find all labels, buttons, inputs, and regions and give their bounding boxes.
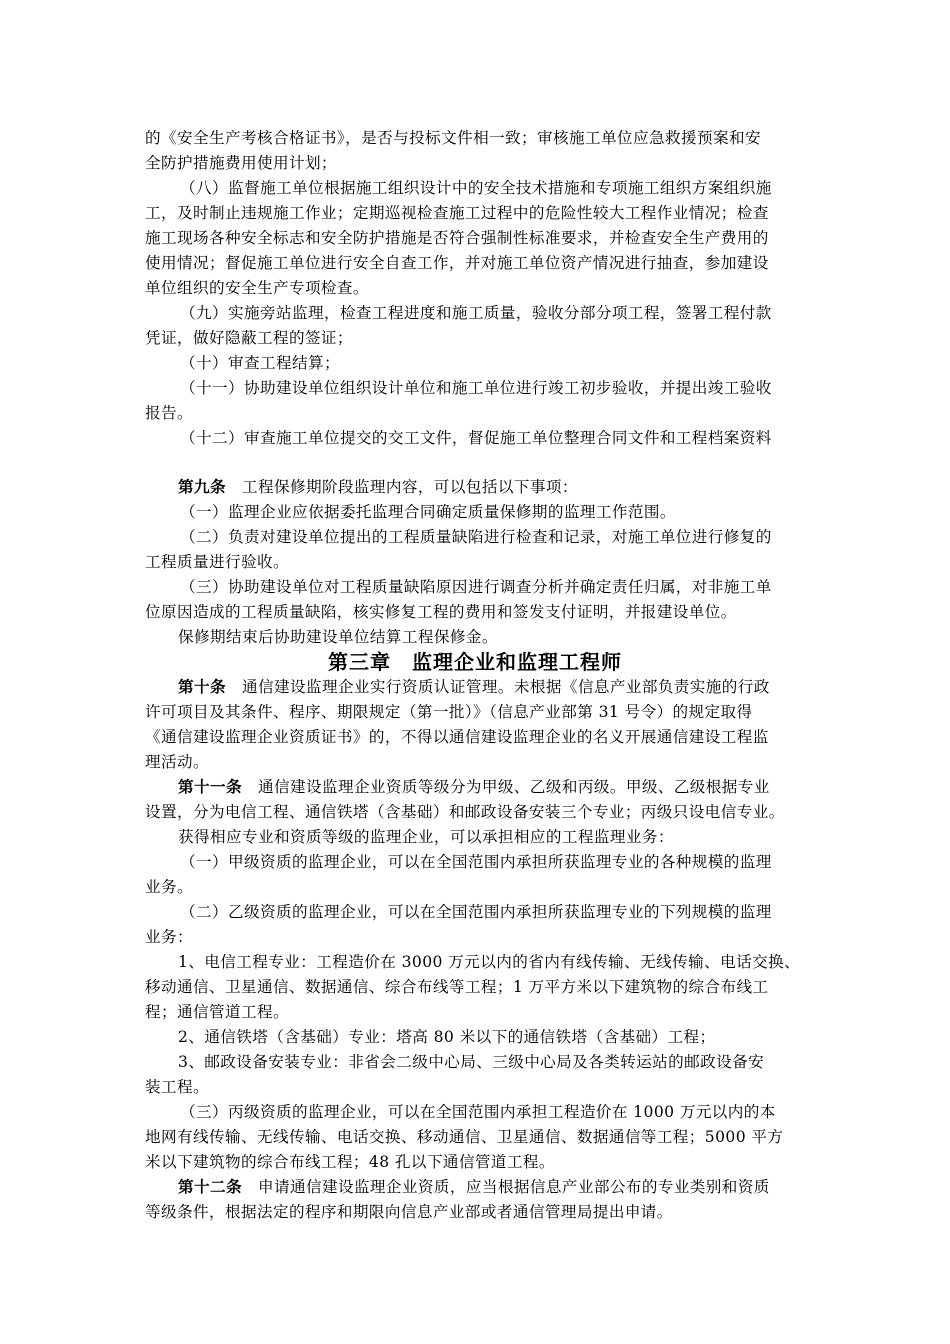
text-line: 《通信建设监理企业资质证书》的，不得以通信建设监理企业的名义开展通信建设工程监: [145, 728, 769, 746]
article-heading: 第十条: [178, 677, 226, 696]
text-line: 许可项目及其条件、程序、期限规定（第一批）》（信息产业部第 31 号令）的规定取得: [145, 703, 753, 721]
text-line: 1、电信工程专业：工程造价在 3000 万元以内的省内有线传输、无线传输、电话交换、: [178, 953, 801, 971]
text-line: 工，及时制止违规施工作业；定期巡视检查施工过程中的危险性较大工程作业情况；检查: [145, 204, 769, 222]
text-line: 业务。: [145, 878, 193, 896]
article-heading: 第九条: [178, 477, 226, 496]
text-line: （二）乙级资质的监理企业，可以在全国范围内承担所获监理专业的下列规模的监理: [180, 903, 772, 921]
text-line: 施工现场各种安全标志和安全防护措施是否符合强制性标准要求，并检查安全生产费用的: [145, 229, 769, 247]
text-line: （九）实施旁站监理，检查工程进度和施工质量，验收分部分项工程，签署工程付款: [180, 304, 772, 322]
text-line: 位原因造成的工程质量缺陷，核实修复工程的费用和签发支付证明，并报建设单位。: [145, 603, 737, 621]
text-line: 单位组织的安全生产专项检查。: [145, 279, 369, 297]
text-line: 的《安全生产考核合格证书》，是否与投标文件相一致；审核施工单位应急救援预案和安: [145, 129, 761, 147]
text-line: （十二）审查施工单位提交的交工文件，督促施工单位整理合同文件和工程档案资料: [180, 429, 772, 447]
text-line: （二）负责对建设单位提出的工程质量缺陷进行检查和记录，对施工单位进行修复的: [180, 528, 772, 546]
text-line: 业务：: [145, 928, 193, 946]
text-line: （一）监理企业应依据委托监理合同确定质量保修期的监理工作范围。: [180, 503, 676, 521]
text-line: （三）协助建设单位对工程质量缺陷原因进行调查分析并确定责任归属，对非施工单: [180, 578, 772, 596]
text-line: 工程质量进行验收。: [145, 553, 289, 571]
text-line: 米以下建筑物的综合布线工程；48 孔以下通信管道工程。: [145, 1153, 555, 1171]
text-line: （一）甲级资质的监理企业，可以在全国范围内承担所获监理专业的各种规模的监理: [180, 853, 772, 871]
article-line: 第十一条 通信建设监理企业资质等级分为甲级、乙级和丙级。甲级、乙级根据专业: [178, 777, 770, 796]
article-heading: 第十一条: [178, 777, 242, 796]
text-line: 理活动。: [145, 753, 209, 771]
article-line: 第十二条 申请通信建设监理企业资质，应当根据信息产业部公布的专业类别和资质: [178, 1177, 770, 1196]
text-line: 移动通信、卫星通信、数据通信、综合布线等工程；1 万平方米以下建筑物的综合布线工: [145, 978, 769, 996]
text-line: （十）审查工程结算；: [180, 354, 340, 372]
text-line: 保修期结束后协助建设单位结算工程保修金。: [178, 628, 498, 646]
text-line: 获得相应专业和资质等级的监理企业，可以承担相应的工程监理业务：: [178, 828, 674, 846]
text-line: 报告。: [145, 404, 193, 422]
text-line: 程；通信管道工程。: [145, 1003, 289, 1021]
text-line: 全防护措施费用使用计划；: [145, 154, 337, 172]
text-line: 凭证，做好隐蔽工程的签证；: [145, 329, 353, 347]
article-line: 第九条 工程保修期阶段监理内容，可以包括以下事项：: [178, 477, 578, 496]
text-line: 设置，分为电信工程、通信铁塔（含基础）和邮政设备安装三个专业；丙级只设电信专业。: [145, 803, 785, 821]
text-line: 地网有线传输、无线传输、电话交换、移动通信、卫星通信、数据通信等工程；5000 平方: [145, 1128, 784, 1146]
text-line: 使用情况；督促施工单位进行安全自查工作，并对施工单位资产情况进行抽查，参加建设: [145, 254, 769, 272]
text-line: （八）监督施工单位根据施工组织设计中的安全技术措施和专项施工组织方案组织施: [180, 179, 772, 197]
text-line: 3、邮政设备安装专业：非省会二级中心局、三级中心局及各类转运站的邮政设备安: [178, 1053, 765, 1071]
article-line: 第十条 通信建设监理企业实行资质认证管理。未根据《信息产业部负责实施的行政: [178, 677, 770, 696]
article-heading: 第十二条: [178, 1177, 242, 1196]
text-line: 装工程。: [145, 1078, 209, 1096]
text-line: （三）丙级资质的监理企业，可以在全国范围内承担工程造价在 1000 万元以内的本: [180, 1103, 776, 1121]
text-line: 2、通信铁塔（含基础）专业：塔高 80 米以下的通信铁塔（含基础）工程；: [178, 1028, 716, 1046]
text-line: （十一）协助建设单位组织设计单位和施工单位进行竣工初步验收，并提出竣工验收: [180, 379, 772, 397]
text-line: 等级条件，根据法定的程序和期限向信息产业部或者通信管理局提出申请。: [145, 1203, 673, 1221]
chapter-title: 第三章 监理企业和监理工程师: [328, 650, 622, 674]
